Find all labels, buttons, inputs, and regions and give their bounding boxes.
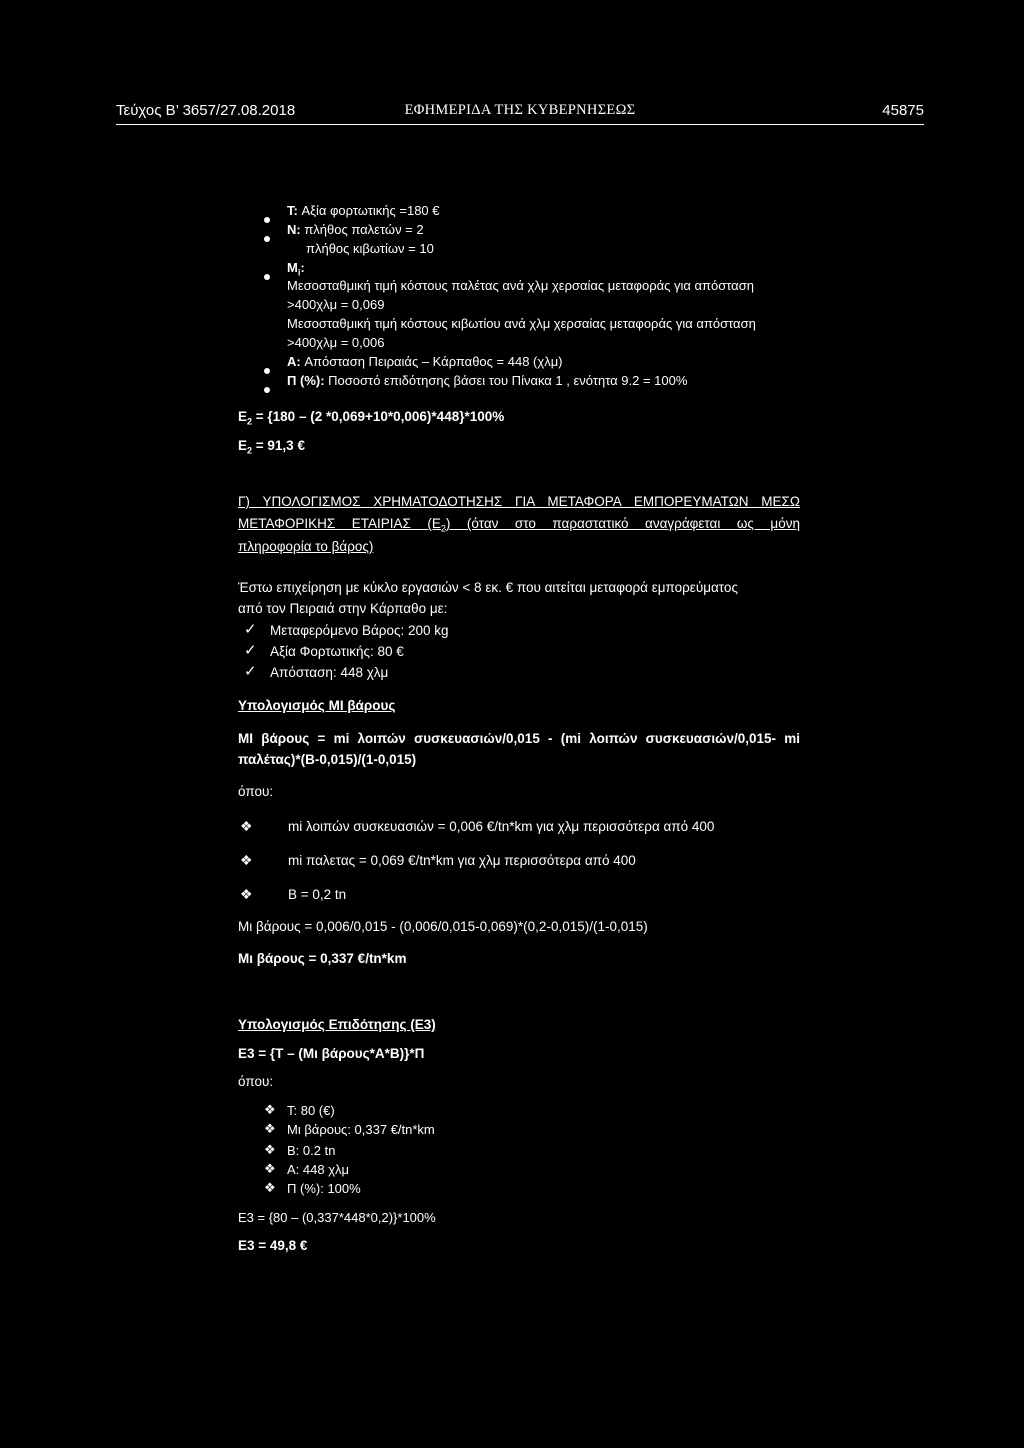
page-header — [116, 102, 924, 124]
four-diamond-bullet-icon: ❖ — [264, 1121, 276, 1136]
four-diamond-bullet-icon: ❖ — [240, 886, 253, 902]
e2-result-sub: 2 — [247, 445, 253, 456]
param-mi-line4: >400χλμ = 0,006 — [287, 335, 385, 350]
section-g-line2sub: 2 — [440, 523, 446, 534]
mi-def-item: mi λοιπών συσκευασιών = 0,006 €/tn*km για χλμ περισσότερα από 400 — [288, 819, 715, 834]
four-diamond-bullet-icon: ❖ — [240, 852, 253, 868]
e2-formula-sub: 2 — [247, 416, 253, 427]
param-mi-sub: i — [297, 267, 301, 278]
check-item: Αξία Φορτωτικής: 80 € — [270, 644, 404, 659]
param-p — [287, 373, 687, 388]
param-t — [287, 203, 440, 218]
param-n-text2: πλήθος κιβωτίων = 10 — [306, 241, 434, 256]
bullet-dot-icon — [264, 210, 270, 228]
param-mi-line1: Μεσοσταθμική τιμή κόστους παλέτας ανά χλμ χερσαίας μεταφοράς για απόσταση — [287, 278, 754, 293]
section-g-heading-line1: Γ) ΥΠΟΛΟΓΙΣΜΟΣ ΧΡΗΜΑΤΟΔΟΤΗΣΗΣ ΓΙΑ ΜΕΤΑΦΟΡΑ ΕΜΠΟΡΕΥΜΑΤΩΝ ΜΕΣΩ — [238, 494, 800, 509]
e2-formula-prefix: E — [238, 409, 248, 424]
param-t-label: T: — [287, 203, 298, 218]
check-item: Μεταφερόμενο Βάρος: 200 kg — [270, 623, 449, 638]
param-p-text: Ποσοστό επιδότησης βάσει του Πίνακα 1 , ενότητα 9.2 = 100% — [324, 373, 688, 388]
param-n-text: πλήθος παλετών = 2 — [300, 222, 424, 237]
param-n — [287, 222, 424, 237]
gazette-title: ΕΦΗΜΕΡΙΔΑ ΤΗΣ ΚΥΒΕΡΝΗΣΕΩΣ — [404, 102, 636, 118]
four-diamond-bullet-icon: ❖ — [264, 1180, 276, 1195]
e2-formula-rest: = {180 – (2 *0,069+10*0,006)*448}*100% — [252, 409, 505, 424]
e3-def-item: Τ: 80 (€) — [287, 1103, 335, 1118]
param-a-text: Απόσταση Πειραιάς – Κάρπαθος = 448 (χλμ) — [300, 354, 563, 369]
checkmark-icon: ✓ — [244, 642, 257, 659]
four-diamond-bullet-icon: ❖ — [240, 818, 253, 834]
param-p-label: Π (%): — [287, 373, 325, 388]
e2-formula — [238, 409, 504, 427]
param-n-label: N: — [287, 222, 301, 237]
intro-line1: Έστω επιχείρηση με κύκλο εργασιών < 8 εκ. € που αιτείται μεταφορά εμπορεύματος — [238, 580, 738, 595]
bullet-dot-icon — [264, 380, 270, 398]
param-mi-line2: >400χλμ = 0,069 — [287, 297, 385, 312]
four-diamond-bullet-icon: ❖ — [264, 1102, 276, 1117]
section-g-heading-line3: πληροφορία το βάρος) — [238, 539, 374, 554]
mi-def-item: B = 0,2 tn — [288, 887, 347, 902]
e2-result-rest: = 91,3 € — [252, 438, 305, 453]
page-number: 45875 — [882, 102, 924, 119]
bullet-dot-icon — [264, 267, 270, 285]
checkmark-icon: ✓ — [244, 663, 257, 680]
bullet-dot-icon — [264, 229, 270, 247]
mi-calc-heading: Υπολογισμός ΜΙ βάρους — [238, 698, 396, 713]
param-mi — [287, 260, 305, 278]
bullet-dot-icon — [264, 361, 270, 379]
four-diamond-bullet-icon: ❖ — [264, 1142, 276, 1157]
e3-calc-heading: Υπολογισμός Επιδότησης (Ε3) — [238, 1017, 436, 1032]
section-g-line2a: ΜΕΤΑΦΟΡΙΚΗΣ ΕΤΑΙΡΙΑΣ (Ε — [238, 516, 441, 531]
four-diamond-bullet-icon: ❖ — [264, 1161, 276, 1176]
header-rule — [116, 124, 924, 125]
e3-def-item: Μι βάρους: 0,337 €/tn*km — [287, 1122, 435, 1137]
param-mi-line3: Μεσοσταθμική τιμή κόστους κιβωτίου ανά χλμ χερσαίας μεταφοράς για απόσταση — [287, 316, 756, 331]
e3-def-item: Α: 448 χλμ — [287, 1162, 350, 1177]
e3-def-item: Π (%): 100% — [287, 1181, 361, 1196]
e3-result: Ε3 = 49,8 € — [238, 1238, 308, 1253]
param-mi-label: M — [287, 260, 298, 275]
e3-opou: όπου: — [238, 1074, 274, 1089]
intro-line2: από τον Πειραιά στην Κάρπαθο με: — [238, 601, 448, 616]
check-item: Απόσταση: 448 χλμ — [270, 665, 389, 680]
mi-formula-line2: παλέτας)*(Β-0,015)/(1-0,015) — [238, 752, 417, 767]
e3-def-item: Β: 0.2 tn — [287, 1143, 336, 1158]
param-t-text: Αξία φορτωτικής =180 € — [297, 203, 440, 218]
mi-opou: όπου: — [238, 784, 274, 799]
section-g-line2b: ) (όταν στο παραστατικό αναγράφεται ως μόνη — [445, 516, 800, 531]
mi-result: Μι βάρους = 0,337 €/tn*km — [238, 951, 407, 966]
param-mi-colon: : — [300, 260, 305, 275]
e3-formula: Ε3 = {Τ – (Μι βάρους*Α*Β)}*Π — [238, 1046, 425, 1061]
issue-number: Τεύχος Β’ 3657/27.08.2018 — [116, 102, 296, 119]
e3-calc-line: Ε3 = {80 – (0,337*448*0,2)}*100% — [238, 1210, 436, 1225]
e2-result — [238, 438, 305, 456]
checkmark-icon: ✓ — [244, 621, 257, 638]
mi-def-item: mi παλετας = 0,069 €/tn*km για χλμ περισσότερα από 400 — [288, 853, 636, 868]
mi-calc-line: Μι βάρους = 0,006/0,015 - (0,006/0,015-0,069)*(0,2-0,015)/(1-0,015) — [238, 919, 648, 934]
section-g-heading-line2 — [238, 516, 800, 534]
mi-formula-line1: ΜΙ βάρους = mi λοιπών συσκευασιών/0,015 - (mi λοιπών συσκευασιών/0,015- mi — [238, 731, 800, 746]
e2-result-prefix: E — [238, 438, 248, 453]
param-a-label: A: — [287, 354, 301, 369]
param-a — [287, 354, 563, 369]
